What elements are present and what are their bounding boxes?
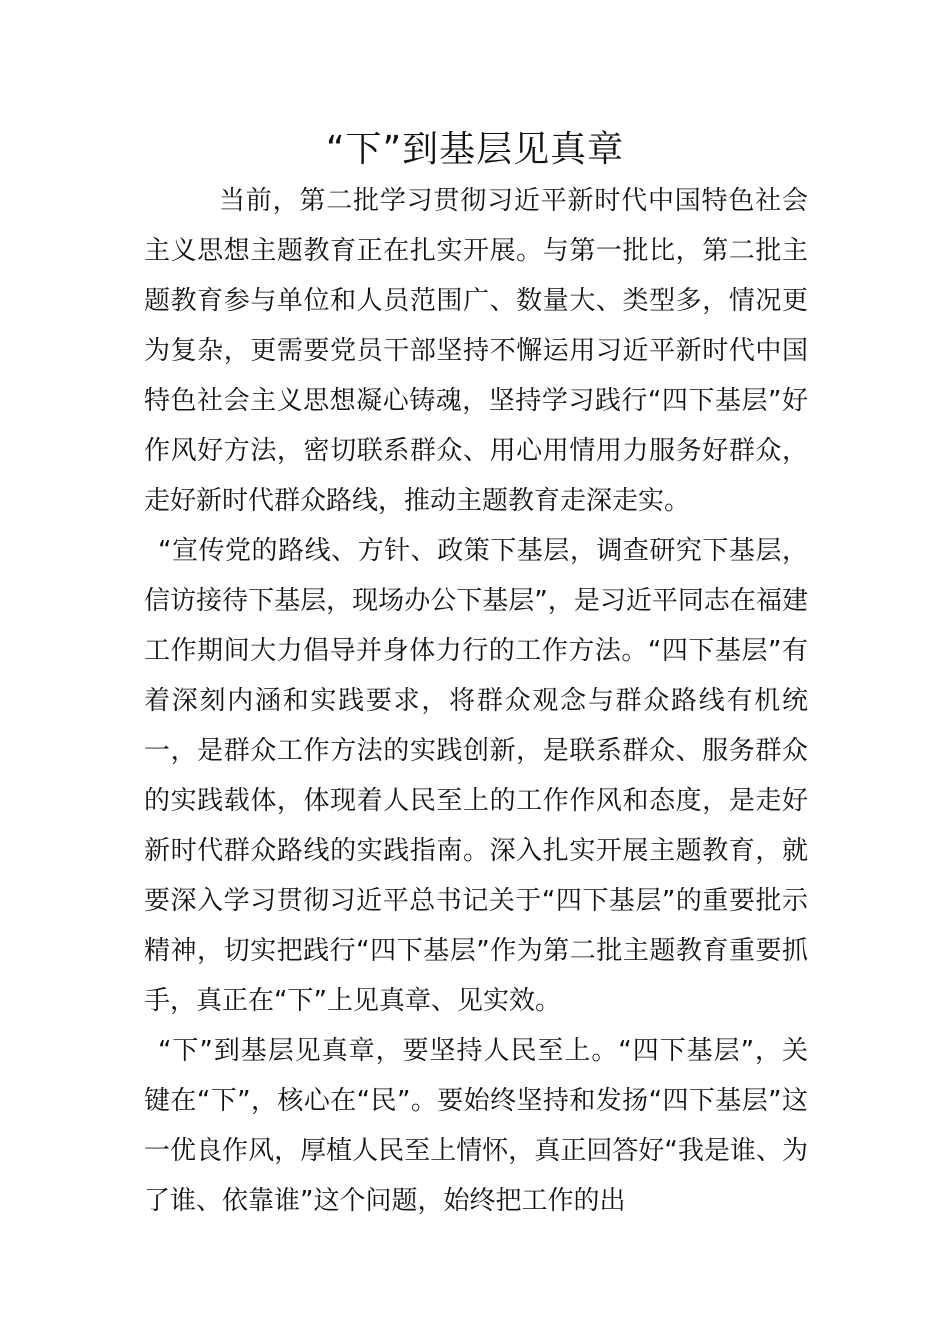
paragraph-1: 当前，第二批学习贯彻习近平新时代中国特色社会主义思想主题教育正在扎实开展。与第一批比，第二批主题教育参与单位和人员范围广、数量大、类型多，情况更为复杂，更需要党员干部坚持不懈运用习近平新时代中国特色社会主义思想凝心铸魂，坚持学习践行“四下基层”好作风好方法，密切联系群众、用心用情用力服务好群众，走好新时代群众路线，推动主题教育走深走实。 bbox=[144, 186, 808, 516]
document-body bbox=[144, 176, 808, 1226]
paragraph-2: “宣传党的路线、方针、政策下基层，调查研究下基层，信访接待下基层，现场办公下基层”，是习近平同志在福建工作期间大力倡导并身体力行的工作方法。“四下基层”有着深刻内涵和实践要求，将群众观念与群众路线有机统一，是群众工作方法的实践创新，是联系群众、服务群众的实践载体，体现着人民至上的工作作风和态度，是走好新时代群众路线的实践指南。深入扎实开展主题教育，就要深入学习贯彻习近平总书记关于“四下基层”的重要批示精神，切实把践行“四下基层”作为第二批主题教育重要抓手，真正在“下”上见真章、见实效。 bbox=[144, 536, 808, 1016]
paragraph-3: “下”到基层见真章，要坚持人民至上。“四下基层”，关键在“下”，核心在“民”。要始终坚持和发扬“四下基层”这一优良作风，厚植人民至上情怀，真正回答好“我是谁、为了谁、依靠谁”这个问题，始终把工作的出 bbox=[144, 1036, 808, 1216]
document-title: “下”到基层见真章 bbox=[325, 129, 625, 170]
